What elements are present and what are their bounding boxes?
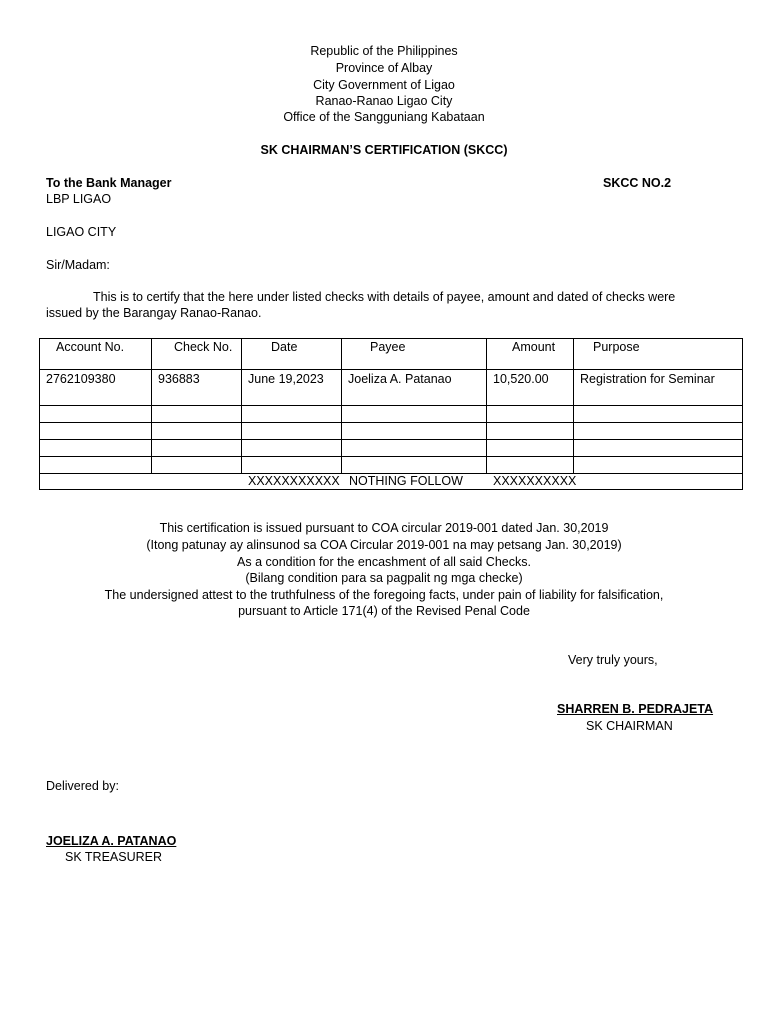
body-line-2: issued by the Barangay Ranao-Ranao. [46,306,262,320]
header-republic: Republic of the Philippines [310,44,458,58]
cell-amount: 10,520.00 [487,370,574,406]
addressee-bank: LBP LIGAO [46,192,112,206]
table-row-empty [40,457,743,474]
header-office: Office of the Sangguniang Kabataan [283,110,485,124]
header-account-no: Account No. [40,339,152,370]
table-row [40,370,743,406]
certification-line-5: The undersigned attest to the truthfulness of the foregoing facts, under pain of liability for falsification, [104,588,664,602]
salutation: Sir/Madam: [46,258,110,272]
certification-line-1: This certification is issued pursuant to COA circular 2019-001 dated Jan. 30,2019 [159,521,609,535]
table-header-row [40,339,743,370]
cell-purpose: Registration for Seminar [574,370,743,406]
delivered-by-label: Delivered by: [46,779,119,793]
certification-line-2: (Itong patunay ay alinsunod sa COA Circular 2019-001 na may petsang Jan. 30,2019) [146,538,622,552]
table-row-empty [40,423,743,440]
header-payee: Payee [342,339,487,370]
cell-account-no: 2762109380 [40,370,152,406]
header-date: Date [242,339,342,370]
certification-line-6: pursuant to Article 171(4) of the Revised Penal Code [238,604,530,618]
body-line-1: This is to certify that the here under listed checks with details of payee, amount and dated of checks were [93,290,676,304]
certification-line-4: (Bilang condition para sa pagpalit ng mga checke) [245,571,523,585]
footer-xs-left: XXXXXXXXXXX [248,474,340,488]
header-address: Ranao-Ranao Ligao City [315,94,453,108]
delivered-by-title: SK TREASURER [65,850,163,864]
table-footer-cell [40,474,743,490]
addressee-city: LIGAO CITY [46,225,117,239]
header-purpose: Purpose [574,339,743,370]
footer-xs-right: XXXXXXXXXX [493,474,577,488]
delivered-by-name: JOELIZA A. PATANAO [46,834,177,848]
header-province: Province of Albay [335,61,433,75]
header-amount: Amount [487,339,574,370]
cell-date: June 19,2023 [242,370,342,406]
table-row-empty [40,440,743,457]
checks-table [39,338,743,490]
cell-payee: Joeliza A. Patanao [342,370,487,406]
certification-line-3: As a condition for the encashment of all said Checks. [237,555,531,569]
table-row-empty [40,406,743,423]
cell-check-no: 936883 [152,370,242,406]
signatory-title: SK CHAIRMAN [586,719,673,733]
skcc-number: SKCC NO.2 [603,176,672,190]
header-check-no: Check No. [152,339,242,370]
signatory-name: SHARREN B. PEDRAJETA [557,702,714,716]
document-title: SK CHAIRMAN’S CERTIFICATION (SKCC) [260,143,508,157]
closing: Very truly yours, [568,653,658,667]
table-footer-row [40,474,743,490]
footer-nothing-follow: NOTHING FOLLOW [349,474,463,488]
addressee-to: To the Bank Manager [46,176,172,190]
header-city-government: City Government of Ligao [313,78,455,92]
